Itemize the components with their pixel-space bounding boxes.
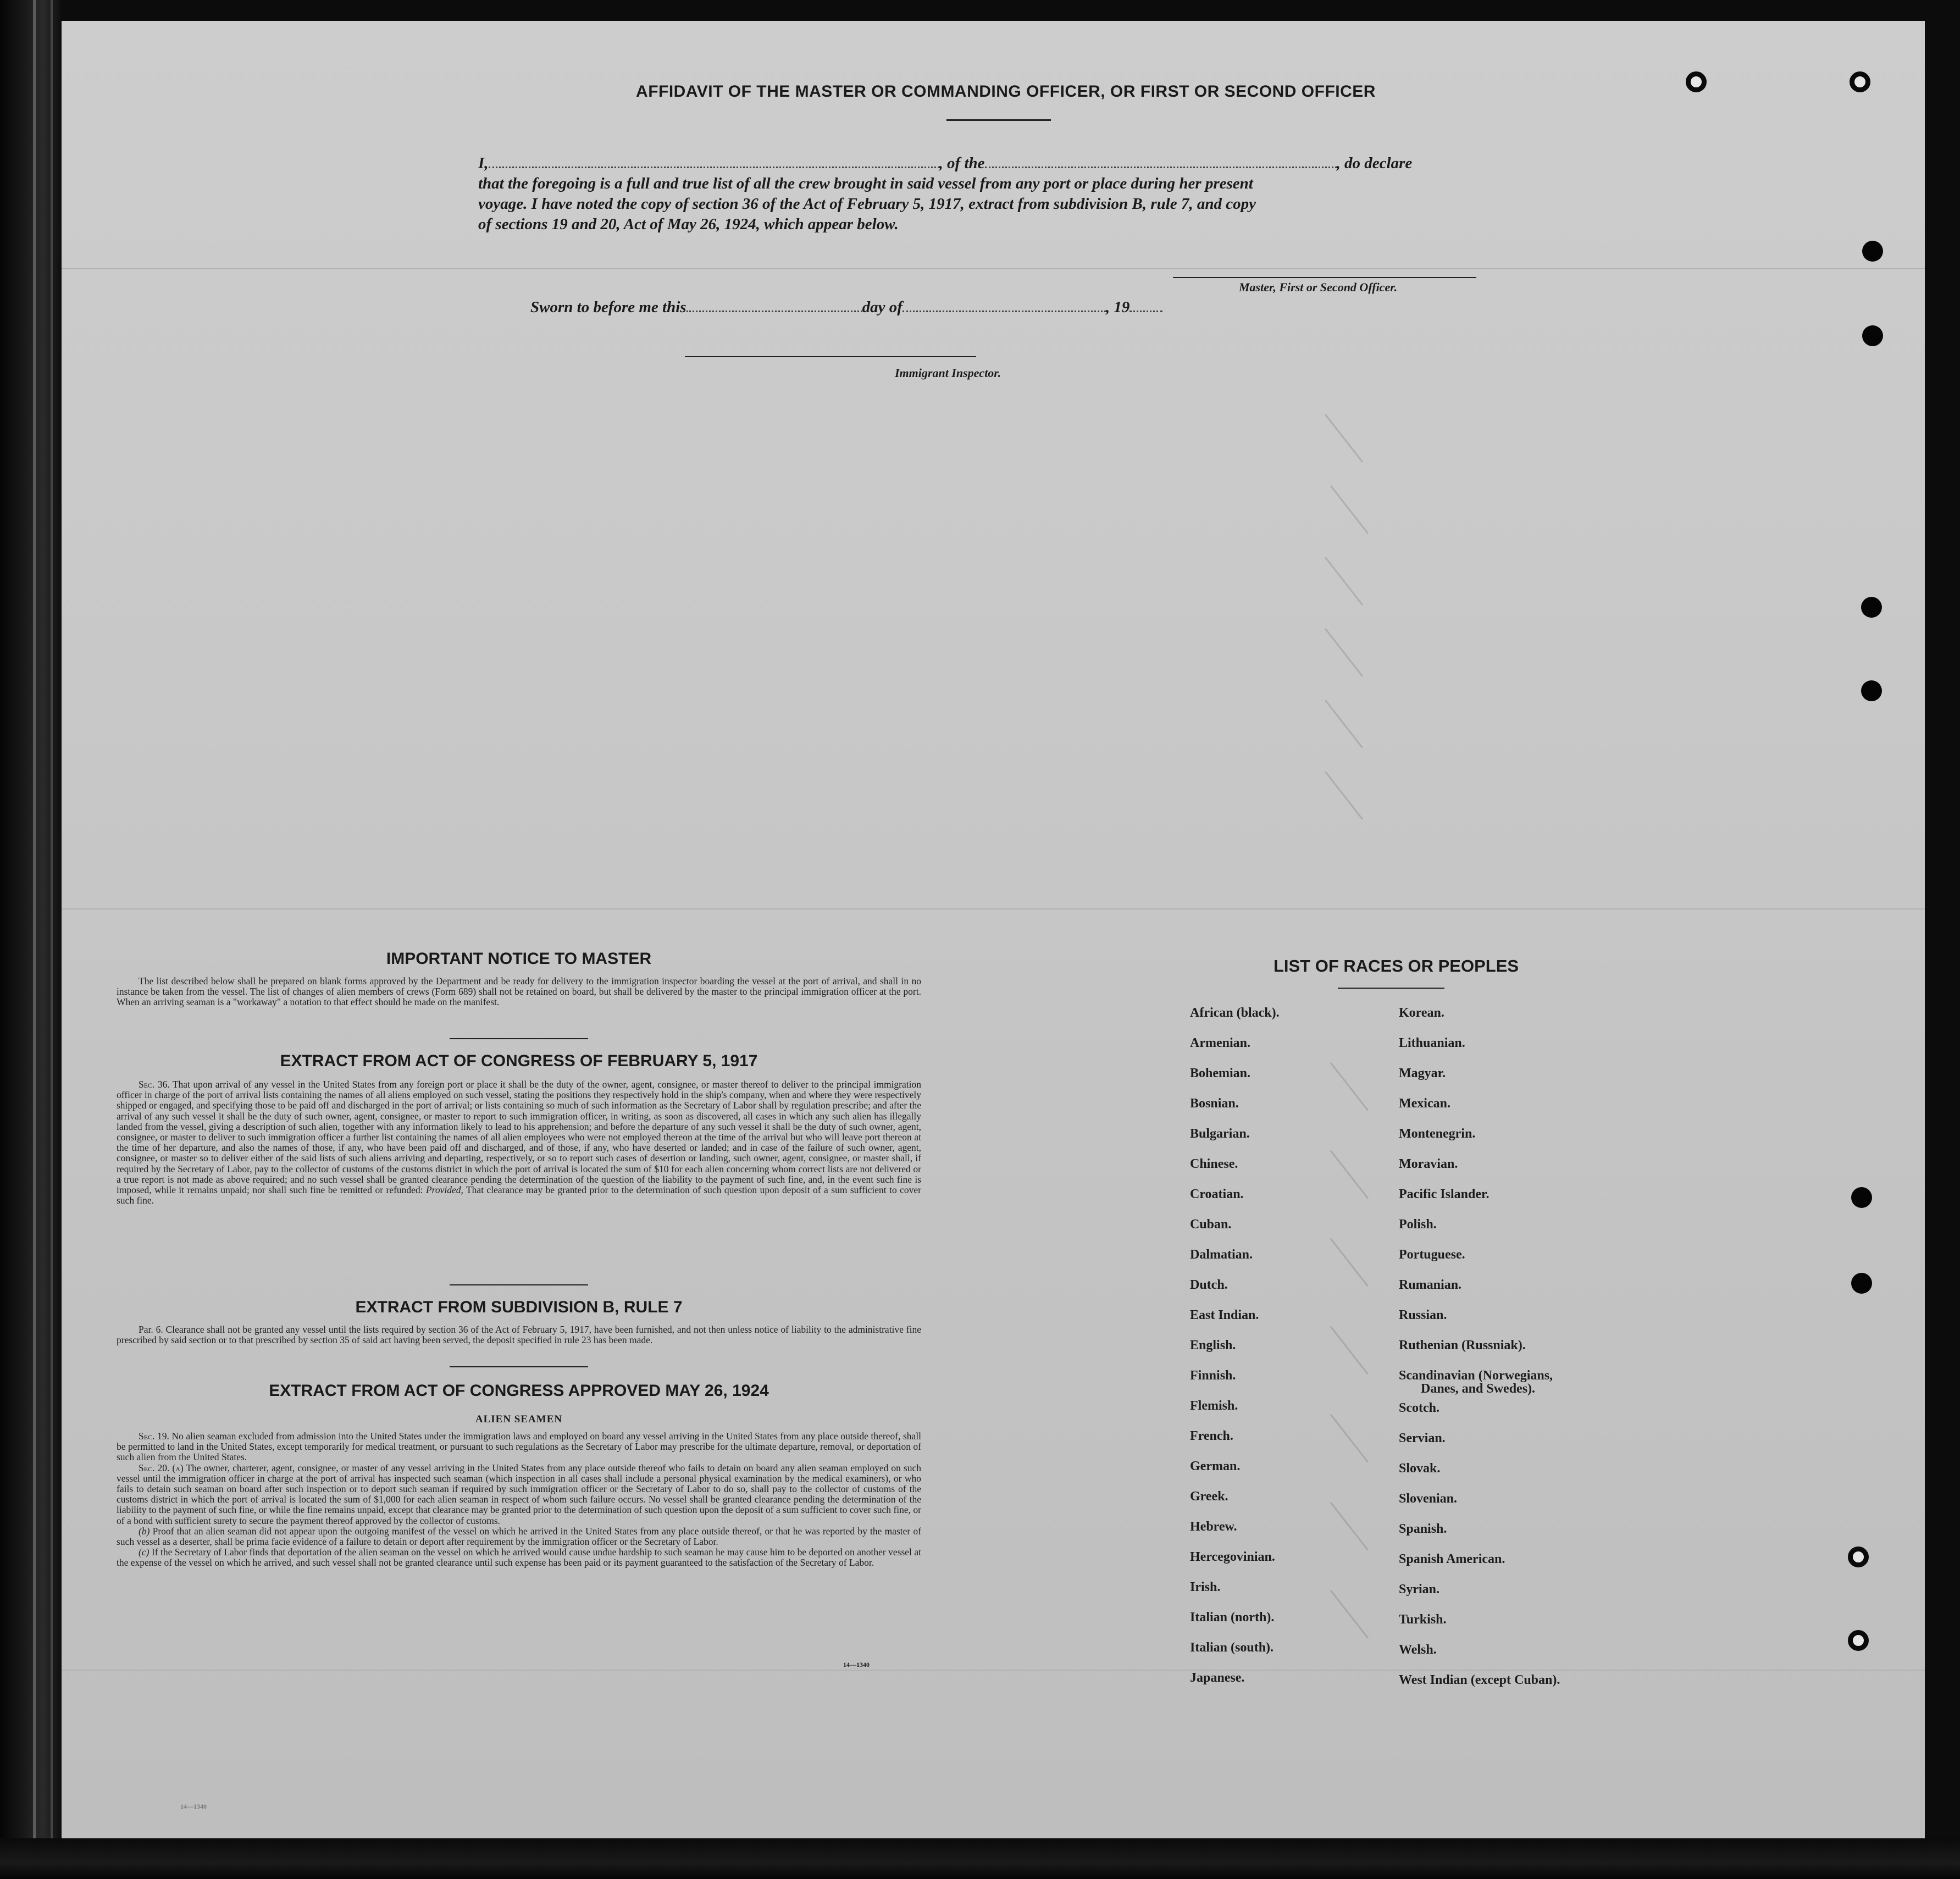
race-item: Scandinavian (Norwegians, (1399, 1368, 1553, 1383)
race-item-continuation: Danes, and Swedes). (1421, 1382, 1536, 1396)
sworn-line (530, 298, 1569, 317)
bleed-through-mark (1325, 695, 1369, 748)
inspector-signature-label: Immigrant Inspector. (895, 366, 1001, 380)
alien-seamen-subtitle: ALIEN SEAMEN (475, 1414, 563, 1425)
footer-form-number: 14—1340 (180, 1803, 207, 1810)
race-item: East Indian. (1190, 1308, 1259, 1322)
sworn-day-of: day of (862, 298, 903, 316)
race-item: Croatian. (1190, 1187, 1244, 1201)
race-item: Italian (north). (1190, 1610, 1275, 1625)
affidavit-line-3: voyage. I have noted the copy of section 36 of the Act of February 5, 1917, extract from subdivision B, rule 7, and copy (478, 195, 1256, 213)
proviso-label: Provided, (425, 1184, 463, 1196)
race-item: Moravian. (1399, 1157, 1458, 1171)
race-item: Italian (south). (1190, 1640, 1274, 1655)
name-blank[interactable] (489, 156, 939, 168)
punch-hole (1850, 71, 1870, 92)
sec-20b-label: (b) (139, 1525, 150, 1537)
punch-hole (1862, 325, 1883, 346)
races-title-rule (1338, 988, 1444, 989)
race-item: Polish. (1399, 1217, 1437, 1232)
race-item: Armenian. (1190, 1036, 1250, 1050)
bleed-through-mark (1325, 766, 1369, 819)
race-item: Hebrew. (1190, 1520, 1237, 1534)
race-item: Montenegrin. (1399, 1127, 1476, 1141)
sworn-month-blank[interactable] (903, 300, 1106, 312)
race-item: Russian. (1399, 1308, 1447, 1322)
punch-hole (1851, 1187, 1872, 1208)
punch-hole (1862, 241, 1883, 262)
race-item: Greek. (1190, 1489, 1228, 1504)
sec-19-label: Sec. 19. (139, 1431, 169, 1442)
race-item: Rumanian. (1399, 1278, 1462, 1292)
affidavit-line-2: that the foregoing is a full and true list of all the crew brought in said vessel from any port or place during her present (478, 175, 1253, 192)
inspector-signature-line[interactable] (685, 356, 976, 357)
race-item: French. (1190, 1429, 1233, 1443)
race-item: Chinese. (1190, 1157, 1238, 1171)
bleed-through-mark (1330, 1497, 1375, 1550)
extract-1917-text (117, 1079, 921, 1206)
sec-19-text: No alien seaman excluded from admission into the United States under the immigration laws and employed on board any vessel arriving in the United States from any place outside thereof, shall be permitted to land in the United States, except temporarily for medical treatment, or pursuant to such regulations as the Secretary of Labor may prescribe for the ultimate departure, removal, or deportation of such alien from the United States. (117, 1431, 922, 1463)
sec-36-label: Sec. 36. (139, 1079, 170, 1090)
affidavit-line-4: of sections 19 and 20, Act of May 26, 1924, which appear below. (478, 215, 899, 233)
race-item: Dalmatian. (1190, 1248, 1253, 1262)
notice-paragraph: The list described below shall be prepared on blank forms approved by the Department and be ready for delivery to the immigration inspector boarding the vessel at the port of arrival, and shall in no instance be taken from the vessel. The list of changes of alien members of crews (Form 689) shall not be retained on board, but shall be delivered by the master to the principal immigration officer at the port. When an arriving seaman is a "workaway" a notation to that effect should be made on the manifest. (117, 975, 921, 1008)
bleed-through-mark (1330, 1321, 1375, 1374)
race-item: Magyar. (1399, 1066, 1446, 1080)
bleed-through-mark (1325, 623, 1369, 677)
proviso-text: That clearance may be granted prior to the determination of such question upon deposit of a sum sufficient to cover such fine. (117, 1184, 921, 1206)
race-item: Mexican. (1399, 1096, 1450, 1111)
title-rule (946, 119, 1051, 121)
race-item: German. (1190, 1459, 1241, 1473)
race-item: English. (1190, 1338, 1236, 1353)
punch-hole (1851, 1273, 1872, 1294)
affidavit-title: AFFIDAVIT OF THE MASTER OR COMMANDING OFFICER, OR FIRST OR SECOND OFFICER (636, 82, 1376, 101)
vessel-blank[interactable] (985, 156, 1337, 168)
extract-1924-title: EXTRACT FROM ACT OF CONGRESS APPROVED MAY 26, 1924 (269, 1382, 769, 1400)
sworn-day-blank[interactable] (686, 300, 862, 312)
punch-hole (1861, 597, 1882, 618)
page-fold (51, 0, 53, 1879)
punch-hole (1861, 680, 1882, 701)
sworn-year-blank[interactable] (1130, 300, 1162, 312)
race-item: Slovenian. (1399, 1492, 1458, 1506)
bleed-through-mark (1330, 1585, 1375, 1638)
master-signature-label: Master, First or Second Officer. (1239, 280, 1398, 294)
scan-left-edge (0, 0, 62, 1879)
race-item: West Indian (except Cuban). (1399, 1673, 1560, 1687)
bleed-through-mark (1330, 1057, 1375, 1111)
race-item: Scotch. (1399, 1401, 1439, 1415)
race-item: Spanish. (1399, 1522, 1447, 1536)
race-item: Portuguese. (1399, 1248, 1465, 1262)
races-title: LIST OF RACES OR PEOPLES (1273, 956, 1519, 975)
page-fold (33, 0, 36, 1879)
punch-hole (1848, 1547, 1869, 1567)
form-number: 14—1340 (843, 1661, 870, 1669)
race-item: African (black). (1190, 1006, 1280, 1020)
punch-hole (1848, 1630, 1869, 1651)
race-item: Korean. (1399, 1006, 1444, 1020)
bleed-through-mark (1325, 409, 1369, 462)
sec-20-text: The owner, charterer, agent, consignee, or master of any vessel arriving in the United States from any place outside thereof who fails to detain on board any alien seaman employed on such vessel until the immigration officer in charge at the port of arrival has inspected such seaman (which inspection in all cases shall include a personal physical examination by the medical examiners), or who fails to detain such seaman on board after such inspection or to deport such seaman if required by such immigration officer or the Secretary of Labor to do so, shall pay to the collector of customs of the customs district in which the port of arrival is located the sum of $1,000 for each alien seaman in respect of whom such failure occurs. No vessel shall be granted clearance pending the determination of the liability to the payment of such fine, or while the fine remains unpaid, except that clearance may be granted prior to the determination of such question upon the deposit of a sum sufficient to cover such fine, or of a bond with sufficient surety to secure the payment thereof approved by the collector of customs. (117, 1462, 922, 1526)
race-item: Lithuanian. (1399, 1036, 1465, 1050)
race-item: Bohemian. (1190, 1066, 1251, 1080)
affidavit-line-1 (478, 154, 1517, 173)
rule7-paragraph: Par. 6. Clearance shall not be granted any vessel until the lists required by section 36 of the Act of February 5, 1917, have been furnished, and not then unless notice of liability to the administrative fine prescribed by said section or to that prescribed by section 35 of said act having been served, the deposit specified in rule 23 has been made. (117, 1324, 921, 1346)
extract-1924-text (117, 1431, 921, 1568)
race-item: Slovak. (1399, 1461, 1441, 1476)
race-item: Bosnian. (1190, 1096, 1239, 1111)
section-rule (450, 1038, 588, 1039)
section-rule (450, 1366, 588, 1367)
affidavit-declare: , do declare (1336, 154, 1413, 172)
race-item: Servian. (1399, 1431, 1446, 1445)
affidavit-i: I, (478, 154, 489, 172)
race-item: Bulgarian. (1190, 1127, 1250, 1141)
race-item: Japanese. (1190, 1671, 1245, 1685)
notice-title: IMPORTANT NOTICE TO MASTER (386, 950, 652, 968)
bleed-through-mark (1330, 1145, 1375, 1199)
sworn-prefix: Sworn to before me this (530, 298, 686, 316)
bleed-through-mark (1330, 1233, 1375, 1287)
bleed-through-mark (1330, 1409, 1375, 1462)
bleed-through-mark (1325, 552, 1369, 605)
race-item: Flemish. (1190, 1399, 1238, 1413)
master-signature-line[interactable] (1173, 277, 1476, 278)
punch-hole (1686, 71, 1707, 92)
section-rule (450, 1284, 588, 1285)
bleed-through-mark (1330, 480, 1375, 534)
affidavit-of-the: , of the (939, 154, 985, 172)
sec-36-text: That upon arrival of any vessel in the United States from any foreign port or place it shall be the duty of the owner, agent, consignee, or master thereof to deliver to the principal immigration officer in charge of the port of arrival lists containing the names of all aliens employed on such vessel, stating the positions they respectively hold in the ship's company, when and where they were respectively shipped or engaged, and specifying those to be paid off and discharged in the port of arrival; or lists containing so much of such information as the Secretary of Labor shall by regulation prescribe; and after the arrival of any such vessel it shall be the duty of such owner, agent, consignee, or master to report to such immigration officer, in writing, as soon as discovered, all cases in which any such alien has illegally landed from the vessel, giving a description of such alien, together with any information likely to lead to his apprehension; and before the departure of any such vessel it shall be the duty of such owner, agent, consignee, or master to deliver to such immigration officer a further list containing the names of all alien employees who were not employed thereon at the time of the arrival but who will leave port thereon at the time of her departure, and also the names of those, if any, who have been paid off and discharged, and of those, if any, who have deserted or landed; and in case of the failure of such owner, agent, consignee, or master so to deliver either of the said lists of such aliens arriving and departing, respectively, or so to report such cases of desertion or landing, such owner, agent, consignee, or master shall, if required by the Secretary of Labor, pay to the collector of customs of the customs district in which the port of arrival is located the sum of $10 for each alien concerning whom correct lists are not delivered or a true report is not made as above required; and no such vessel shall be granted clearance pending the determination of the question of the liability to the payment of such fine, and, in the event such fine is imposed, while it remains unpaid; nor shall such fine be remitted or refunded: (117, 1079, 921, 1196)
race-item: Pacific Islander. (1399, 1187, 1490, 1201)
sec-20-label: Sec. 20. (a) (139, 1462, 184, 1473)
scan-bottom-edge (0, 1838, 1960, 1879)
notice-text (117, 976, 921, 1008)
race-item: Ruthenian (Russniak). (1399, 1338, 1526, 1353)
race-item: Spanish American. (1399, 1552, 1505, 1566)
sec-20c-text: If the Secretary of Labor finds that deportation of the alien seaman on the vessel on which he arrived would cause undue hardship to such seaman he may cause him to be deported on another vessel at the expense of the vessel on which he arrived, and such vessel shall not be granted clearance until such expense has been paid or its payment guaranteed to the satisfaction of the Secretary of Labor. (117, 1547, 921, 1568)
scan-band (62, 1670, 1925, 1671)
race-item: Irish. (1190, 1580, 1221, 1594)
extract-rule7-text (117, 1324, 921, 1345)
sec-20c-label: (c) (139, 1547, 150, 1558)
race-item: Syrian. (1399, 1582, 1440, 1597)
race-item: Hercegovinian. (1190, 1550, 1275, 1564)
scan-band (62, 908, 1925, 910)
race-item: Finnish. (1190, 1368, 1236, 1383)
extract-rule7-title: EXTRACT FROM SUBDIVISION B, RULE 7 (355, 1298, 683, 1316)
race-item: Welsh. (1399, 1643, 1437, 1657)
scan-band (62, 268, 1925, 269)
race-item: Turkish. (1399, 1612, 1447, 1627)
extract-1917-title: EXTRACT FROM ACT OF CONGRESS OF FEBRUARY 5, 1917 (280, 1052, 758, 1070)
sworn-year: , 19 (1105, 298, 1130, 316)
race-item: Cuban. (1190, 1217, 1232, 1232)
sec-20b-text: Proof that an alien seaman did not appear upon the outgoing manifest of the vessel on which he arrived in the United States from any place outside thereof, or that he was reported by the master of such vessel as a deserter, shall be prima facie evidence of a failure to detain or deport after requirement by the immigration officer or the Secretary of Labor. (117, 1525, 922, 1548)
race-item: Dutch. (1190, 1278, 1228, 1292)
